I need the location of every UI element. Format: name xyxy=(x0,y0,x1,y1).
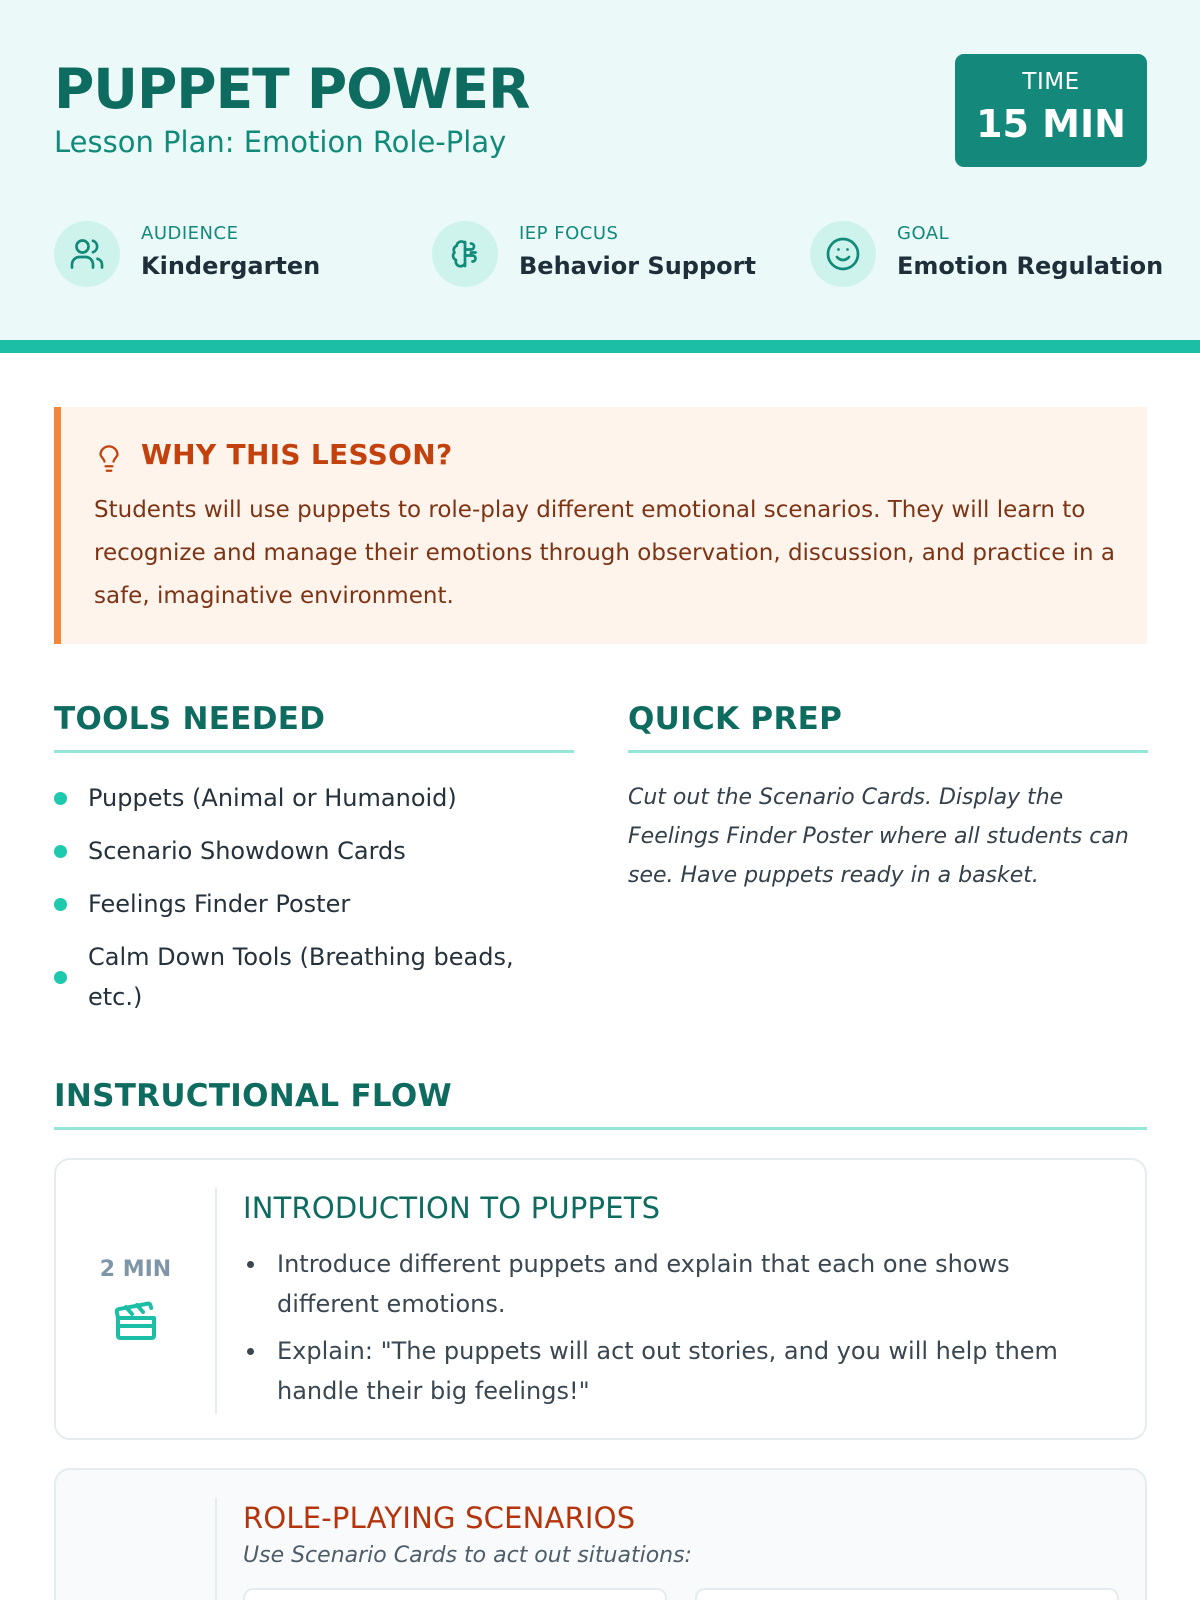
flow-step-card xyxy=(54,1468,1147,1600)
meta-iep-focus-value: Behavior Support xyxy=(519,252,756,280)
bullet-icon xyxy=(247,1261,254,1268)
step-title: ROLE-PLAYING SCENARIOS xyxy=(243,1501,636,1535)
time-value: 15 MIN xyxy=(976,102,1126,146)
step-item-text: Introduce different puppets and explain that each one shows different emotions. xyxy=(277,1250,1010,1318)
brain-icon xyxy=(432,221,498,287)
step-item-text: Explain: "The puppets will act out stories, and you will help them handle their big feelings!" xyxy=(277,1337,1058,1405)
meta-goal-label: GOAL xyxy=(897,223,950,244)
step-title: INTRODUCTION TO PUPPETS xyxy=(243,1191,661,1225)
list-item xyxy=(243,1244,1113,1324)
bullet-icon xyxy=(247,1348,254,1355)
why-lesson-callout xyxy=(54,407,1147,644)
lightbulb-icon xyxy=(95,439,123,473)
prep-heading: QUICK PREP xyxy=(628,701,843,737)
tool-label: Calm Down Tools (Breathing beads, etc.) xyxy=(88,943,514,1011)
lesson-title: PUPPET POWER xyxy=(54,57,530,121)
tools-list xyxy=(54,778,574,1030)
why-lesson-title: WHY THIS LESSON? xyxy=(141,438,453,471)
card-divider xyxy=(215,1498,217,1600)
meta-iep-focus-label: IEP FOCUS xyxy=(519,223,619,244)
flow-rule xyxy=(54,1127,1147,1130)
bullet-dot-icon xyxy=(54,792,67,805)
tool-label: Puppets (Animal or Humanoid) xyxy=(88,784,457,812)
time-badge xyxy=(955,54,1147,167)
list-item xyxy=(243,1331,1113,1411)
clapperboard-icon xyxy=(112,1296,160,1344)
list-item xyxy=(54,884,574,924)
list-item xyxy=(54,937,544,1017)
list-item xyxy=(54,831,574,871)
meta-audience-value: Kindergarten xyxy=(141,252,321,280)
lesson-header xyxy=(0,0,1200,340)
meta-goal-value: Emotion Regulation xyxy=(897,252,1164,280)
prep-text: Cut out the Scenario Cards. Display the Feelings Finder Poster where all students can see. Have puppets ready in a basket. xyxy=(628,785,1129,888)
header-divider xyxy=(0,340,1200,353)
meta-goal xyxy=(810,220,1164,288)
meta-audience-label: AUDIENCE xyxy=(141,223,239,244)
bullet-dot-icon xyxy=(54,898,67,911)
bullet-dot-icon xyxy=(54,845,67,858)
meta-iep-focus xyxy=(432,220,762,288)
step-subtitle: Use Scenario Cards to act out situations: xyxy=(243,1543,692,1568)
scenario-card xyxy=(695,1588,1119,1600)
meta-audience xyxy=(54,220,384,288)
lesson-subtitle: Lesson Plan: Emotion Role-Play xyxy=(54,125,507,159)
smile-icon xyxy=(810,221,876,287)
bullet-dot-icon xyxy=(54,971,67,984)
tool-label: Scenario Showdown Cards xyxy=(88,837,406,865)
step-list xyxy=(243,1244,1113,1418)
flow-step-card xyxy=(54,1158,1147,1440)
tools-rule xyxy=(54,750,574,753)
tools-heading: TOOLS NEEDED xyxy=(54,701,326,737)
step-duration: 2 MIN xyxy=(99,1257,172,1282)
prep-rule xyxy=(628,750,1148,753)
flow-heading: INSTRUCTIONAL FLOW xyxy=(54,1078,453,1114)
time-label: TIME xyxy=(1022,69,1080,95)
tool-label: Feelings Finder Poster xyxy=(88,890,351,918)
scenario-card xyxy=(243,1588,667,1600)
why-lesson-text: Students will use puppets to role-play different emotional scenarios. They will learn to recognize and manage their emotions through observation, discussion, and practice in a safe, imaginative environment. xyxy=(94,497,1116,609)
list-item xyxy=(54,778,574,818)
card-divider xyxy=(215,1188,217,1414)
users-icon xyxy=(54,221,120,287)
